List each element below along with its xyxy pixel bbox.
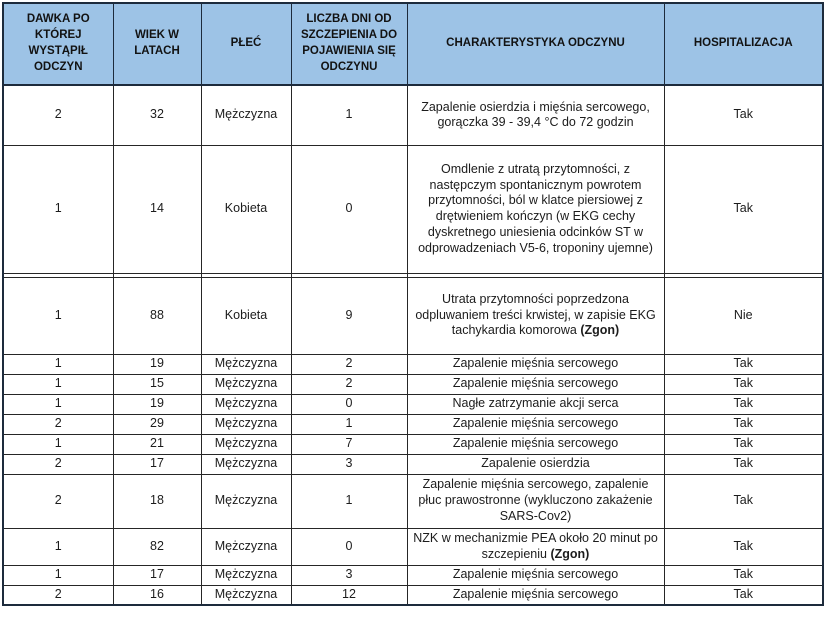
cell-dose: 2 (3, 454, 113, 474)
column-header-reaction: CHARAKTERYSTYKA ODCZYNU (407, 3, 664, 85)
reaction-text: Zapalenie mięśnia sercowego (452, 567, 619, 582)
cell-reaction (407, 85, 664, 145)
column-header-hospitalization: HOSPITALIZACJA (664, 3, 823, 85)
table-row (3, 434, 823, 454)
cell-days: 1 (291, 414, 407, 434)
cell-sex: Mężczyzna (201, 354, 291, 374)
table-row (3, 277, 823, 354)
cell-sex: Mężczyzna (201, 585, 291, 605)
cell-dose: 2 (3, 585, 113, 605)
reaction-outcome-bold: (Zgon) (550, 546, 590, 561)
cell-reaction (407, 277, 664, 354)
cell-days: 2 (291, 354, 407, 374)
cell-sex: Kobieta (201, 277, 291, 354)
cell-reaction (407, 374, 664, 394)
cell-hospitalization: Tak (664, 145, 823, 273)
cell-dose: 2 (3, 85, 113, 145)
cell-sex: Mężczyzna (201, 454, 291, 474)
cell-hospitalization: Tak (664, 434, 823, 454)
cell-hospitalization: Tak (664, 454, 823, 474)
cell-dose: 1 (3, 354, 113, 374)
cell-age: 32 (113, 85, 201, 145)
cell-days: 0 (291, 394, 407, 414)
reaction-outcome-bold: (Zgon) (580, 323, 620, 338)
cell-age: 21 (113, 434, 201, 454)
cell-hospitalization: Tak (664, 585, 823, 605)
cell-age: 17 (113, 565, 201, 585)
column-header-dose: DAWKA PO KTÓREJ WYSTĄPIŁ ODCZYN (3, 3, 113, 85)
reaction-text: Zapalenie mięśnia sercowego (452, 356, 619, 371)
cell-sex: Mężczyzna (201, 85, 291, 145)
cell-age: 15 (113, 374, 201, 394)
column-header-age: WIEK W LATACH (113, 3, 201, 85)
cell-sex: Mężczyzna (201, 434, 291, 454)
cell-days: 1 (291, 474, 407, 528)
cell-reaction (407, 528, 664, 565)
reaction-text: Zapalenie mięśnia sercowego (452, 416, 619, 431)
cell-hospitalization: Tak (664, 394, 823, 414)
table-row (3, 565, 823, 585)
cell-age: 18 (113, 474, 201, 528)
cell-days: 3 (291, 454, 407, 474)
cell-sex: Mężczyzna (201, 565, 291, 585)
cell-dose: 1 (3, 145, 113, 273)
cell-reaction (407, 565, 664, 585)
cell-reaction (407, 414, 664, 434)
table-row (3, 474, 823, 528)
cell-sex: Mężczyzna (201, 374, 291, 394)
cell-age: 19 (113, 354, 201, 374)
cell-days: 3 (291, 565, 407, 585)
reaction-text: Zapalenie osierdzia (481, 456, 590, 471)
cell-reaction (407, 394, 664, 414)
table-row (3, 85, 823, 145)
reaction-text: Zapalenie mięśnia sercowego (452, 586, 619, 601)
cell-dose: 1 (3, 565, 113, 585)
cell-days: 2 (291, 374, 407, 394)
cell-reaction (407, 434, 664, 454)
cell-age: 16 (113, 585, 201, 605)
cell-hospitalization: Tak (664, 528, 823, 565)
cell-sex: Mężczyzna (201, 394, 291, 414)
adverse-reactions-table (2, 2, 824, 606)
reaction-text: Zapalenie osierdzia i mięśnia sercowego, gorączka 39 - 39,4 °C do 72 godzin (421, 99, 650, 130)
cell-sex: Mężczyzna (201, 474, 291, 528)
cell-dose: 2 (3, 474, 113, 528)
cell-days: 9 (291, 277, 407, 354)
table-row (3, 394, 823, 414)
cell-reaction (407, 474, 664, 528)
cell-hospitalization: Nie (664, 277, 823, 354)
cell-reaction (407, 145, 664, 273)
cell-hospitalization: Tak (664, 414, 823, 434)
cell-reaction (407, 354, 664, 374)
table-header (3, 3, 823, 85)
cell-dose: 1 (3, 434, 113, 454)
cell-days: 0 (291, 145, 407, 273)
cell-sex: Mężczyzna (201, 528, 291, 565)
table-row (3, 454, 823, 474)
cell-dose: 1 (3, 277, 113, 354)
reaction-text: NZK w mechanizmie PEA około 20 minut po szczepieniu (413, 530, 658, 561)
cell-dose: 1 (3, 528, 113, 565)
reaction-text: Nagłe zatrzymanie akcji serca (452, 396, 619, 411)
table-row (3, 414, 823, 434)
cell-days: 0 (291, 528, 407, 565)
cell-days: 1 (291, 85, 407, 145)
cell-hospitalization: Tak (664, 474, 823, 528)
cell-age: 17 (113, 454, 201, 474)
cell-reaction (407, 585, 664, 605)
cell-hospitalization: Tak (664, 85, 823, 145)
cell-reaction (407, 454, 664, 474)
cell-age: 88 (113, 277, 201, 354)
reaction-text: Zapalenie mięśnia sercowego (452, 376, 619, 391)
cell-days: 12 (291, 585, 407, 605)
cell-hospitalization: Tak (664, 374, 823, 394)
table-row (3, 374, 823, 394)
reaction-text: Utrata przytomności poprzedzona odpluwaniem treści krwistej, w zapisie EKG tachykardia komorowa (415, 291, 656, 338)
cell-age: 82 (113, 528, 201, 565)
reaction-text: Zapalenie mięśnia sercowego (452, 436, 619, 451)
header-row (3, 3, 823, 85)
cell-age: 29 (113, 414, 201, 434)
reaction-text: Omdlenie z utratą przytomności, z następczym spontanicznym powrotem przytomności, ból w klatce piersiowej z drętwieniem kończyn (w EKG cechy dyskretnego uniesienia odcinków ST w odprowadzeniach V5-6, troponiny ujemne) (418, 161, 653, 255)
table-row (3, 354, 823, 374)
cell-age: 14 (113, 145, 201, 273)
column-header-days: LICZBA DNI OD SZCZEPIENIA DO POJAWIENIA SIĘ ODCZYNU (291, 3, 407, 85)
table-body (3, 85, 823, 605)
cell-dose: 1 (3, 394, 113, 414)
cell-hospitalization: Tak (664, 354, 823, 374)
cell-hospitalization: Tak (664, 565, 823, 585)
cell-days: 7 (291, 434, 407, 454)
cell-age: 19 (113, 394, 201, 414)
table-row (3, 145, 823, 273)
cell-sex: Kobieta (201, 145, 291, 273)
cell-dose: 1 (3, 374, 113, 394)
table-row (3, 528, 823, 565)
column-header-sex: PŁEĆ (201, 3, 291, 85)
cell-dose: 2 (3, 414, 113, 434)
table-row (3, 585, 823, 605)
cell-sex: Mężczyzna (201, 414, 291, 434)
reaction-text: Zapalenie mięśnia sercowego, zapalenie płuc prawostronne (wykluczono zakażenie SARS-Cov2) (418, 477, 653, 523)
